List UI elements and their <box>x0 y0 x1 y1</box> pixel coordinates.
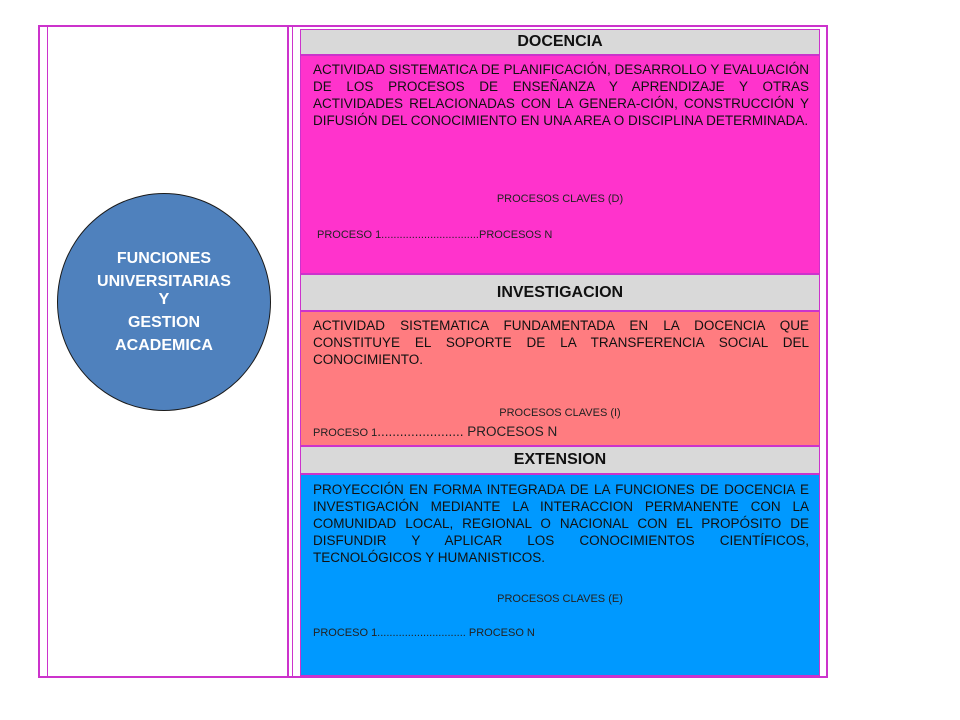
investigacion-process-start: PROCESO 1 <box>313 427 378 439</box>
central-circle <box>57 193 271 411</box>
extension-header: EXTENSION <box>300 446 820 474</box>
center-line-5: ACADEMICA <box>115 336 213 354</box>
column-divider <box>287 25 289 678</box>
investigacion-description: ACTIVIDAD SISTEMATICA FUNDAMENTADA EN LA DOCENCIA QUE CONSTITUYE EL SOPORTE DE LA TRANSFERENCIA SOCIAL DEL CONOCIMIENTO. <box>313 318 809 367</box>
extension-process-start: PROCESO 1............................. PROCESO N <box>313 627 535 639</box>
docencia-header: DOCENCIA <box>300 29 820 55</box>
docencia-process-start: PROCESO 1................................PROCESOS N <box>317 229 553 241</box>
docencia-panel <box>300 55 820 274</box>
extension-panel <box>300 474 820 676</box>
extension-process-range <box>313 624 535 639</box>
center-line-4: GESTION <box>127 313 200 331</box>
investigacion-process-end: ....................... PROCESOS N <box>377 424 558 439</box>
column-divider-inner <box>292 25 293 678</box>
investigacion-header: INVESTIGACION <box>300 274 820 311</box>
docencia-key-processes: PROCESOS CLAVES (D) <box>496 193 624 205</box>
extension-description: PROYECCIÓN EN FORMA INTEGRADA DE LA FUNCIONES DE DOCENCIA E INVESTIGACIÓN MEDIANTE LA INTERACCION PERMANENTE CON LA COMUNIDAD LOCAL, REGIONAL O NACIONAL CON EL PROPÓSITO DE DISFUNDIR Y APLICAR LOS CONOCIMIENTOS CIENTÍFICOS, TECNOLÓGICOS Y HUMANISTICOS. <box>313 482 809 565</box>
docencia-process-range <box>317 226 552 241</box>
center-line-3: Y <box>158 290 170 308</box>
frame-inner-line-left <box>47 25 48 678</box>
investigacion-process-range <box>313 424 557 439</box>
center-line-1: FUNCIONES <box>116 249 212 267</box>
docencia-description: ACTIVIDAD SISTEMATICA DE PLANIFICACIÓN, DESARROLLO Y EVALUACIÓN DE LOS PROCESOS DE ENSEÑANZA Y APRENDIZAJE Y OTRAS ACTIVIDADES RELACIONADAS CON LA GENERA-CIÓN, CONSTRUCCIÓN Y DIFUSIÓN DEL CONOCIMIENTO EN UNA AREA O DISCIPLINA DETERMINADA. <box>313 62 809 128</box>
center-line-2: UNIVERSITARIAS <box>97 272 231 290</box>
extension-key-processes: PROCESOS CLAVES (E) <box>497 593 623 605</box>
investigacion-panel <box>300 311 820 446</box>
investigacion-key-processes: PROCESOS CLAVES (I) <box>499 407 621 419</box>
